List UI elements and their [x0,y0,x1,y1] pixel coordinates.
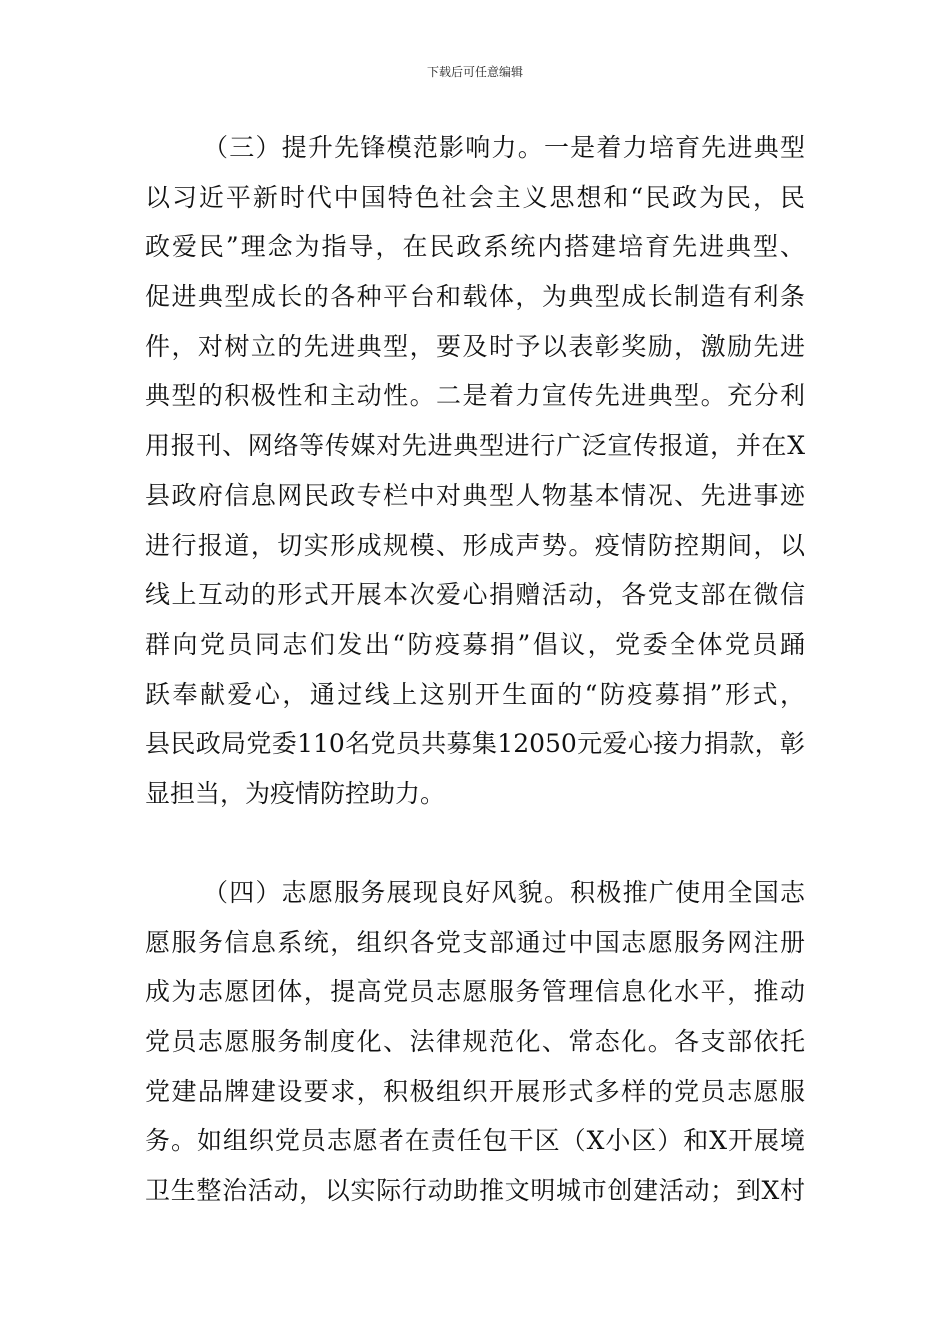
text-line: 党建品牌建设要求，积极组织开展形式多样的党员志愿服 [145,1076,805,1106]
text-line: 县民政局党委110名党员共募集12050元爱心接力捐款，彰 [145,729,805,759]
text-line: 卫生整治活动，以实际行动助推文明城市创建活动；到X村 [145,1176,805,1206]
text-line: 跃奉献爱心，通过线上这别开生面的“防疫募捐”形式， [145,679,805,709]
text-line: 用报刊、网络等传媒对先进典型进行广泛宣传报道，并在X [145,431,805,461]
text-line: 成为志愿团体，提高党员志愿服务管理信息化水平，推动 [145,977,805,1007]
text-line: 典型的积极性和主动性。二是着力宣传先进典型。充分利 [145,381,805,411]
text-line: 群向党员同志们发出“防疫募捐”倡议，党委全体党员踊 [145,629,805,659]
text-line: 促进典型成长的各种平台和载体，为典型成长制造有利条 [145,282,805,312]
text-line: 愿服务信息系统，组织各党支部通过中国志愿服务网注册 [145,927,805,957]
text-line: 进行报道，切实形成规模、形成声势。疫情防控期间，以 [145,530,805,560]
text-line: 县政府信息网民政专栏中对典型人物基本情况、先进事迹 [145,480,805,510]
text-line: 务。如组织党员志愿者在责任包干区（X小区）和X开展境 [145,1126,805,1156]
page-header: 下载后可任意编辑 [426,65,523,79]
text-line: （四）志愿服务展现良好风貌。积极推广使用全国志 [203,878,805,907]
text-line: 线上互动的形式开展本次爱心捐赠活动，各党支部在微信 [145,580,805,610]
text-line: 政爱民”理念为指导，在民政系统内搭建培育先进典型、 [145,232,805,262]
text-line: 以习近平新时代中国特色社会主义思想和“民政为民，民 [145,182,805,212]
text-line: 件，对树立的先进典型，要及时予以表彰奖励，激励先进 [145,331,805,361]
text-line: 显担当，为疫情防控助力。 [145,778,446,808]
text-line: 党员志愿服务制度化、法律规范化、常态化。各支部依托 [145,1027,805,1057]
paragraph-section-4 [145,868,805,1216]
paragraph-section-3 [145,123,805,819]
text-line: （三）提升先锋模范影响力。一是着力培育先进典型 [203,133,805,162]
